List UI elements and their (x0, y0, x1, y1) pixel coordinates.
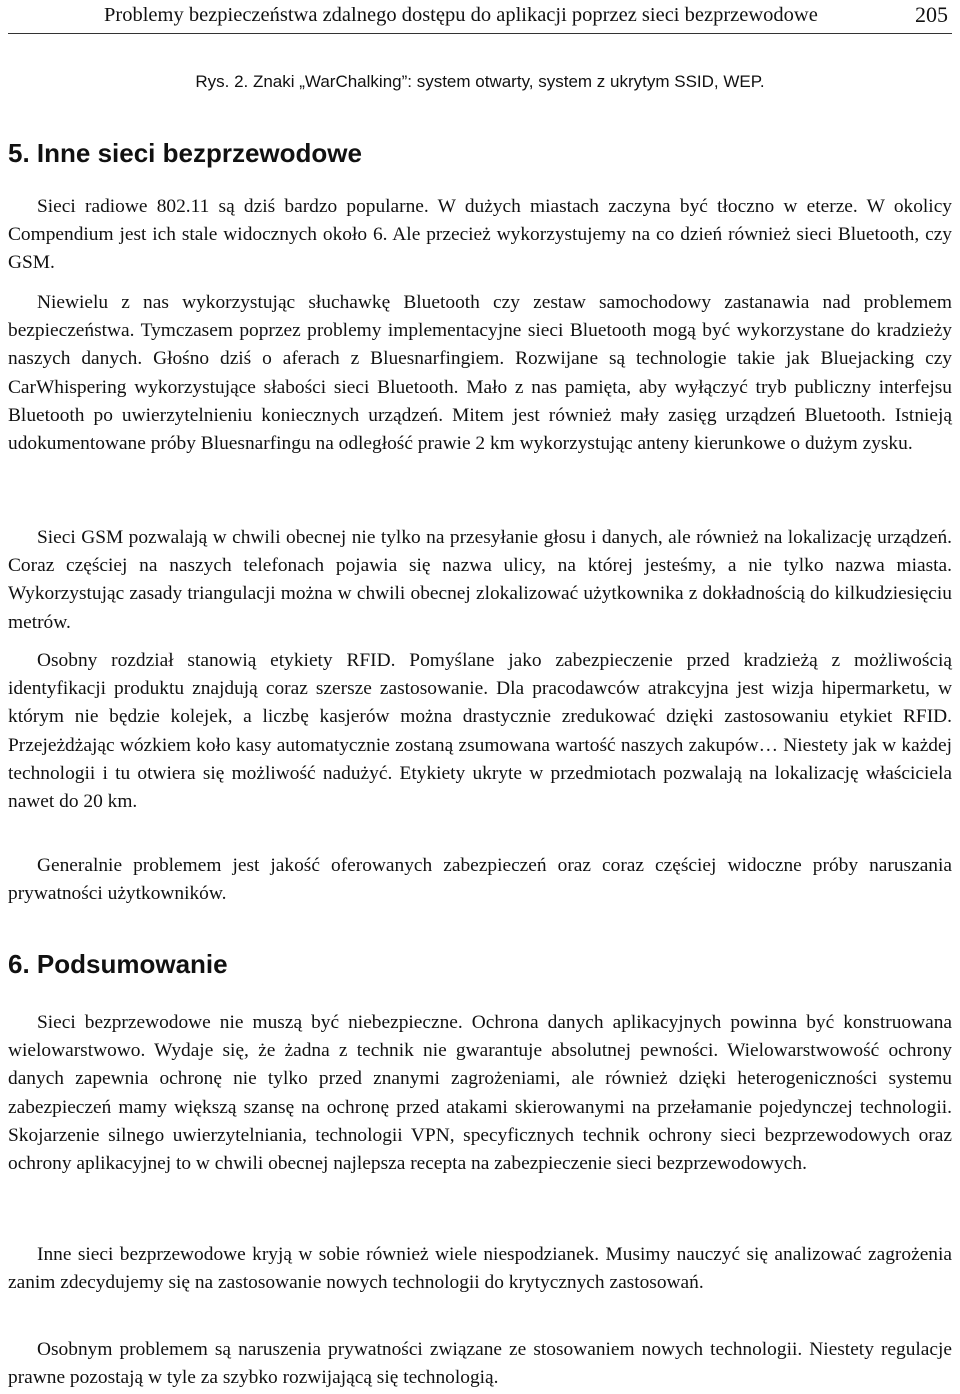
page-number: 205 (915, 2, 948, 27)
running-title: Problemy bezpieczeństwa zdalnego dostępu do aplikacji poprzez sieci bezprzewodowe (104, 4, 818, 26)
figure-caption: Rys. 2. Znaki „WarChalking”: system otwarty, system z ukrytym SSID, WEP. (195, 72, 765, 91)
running-header (8, 2, 952, 28)
paragraph: Osobnym problemem są naruszenia prywatności związane ze stosowaniem nowych technologii. Niestety regulacje prawne pozostają w tyle za szybko rozwijającą się technologią. (8, 1339, 952, 1389)
paragraph: Osobny rozdział stanowią etykiety RFID. Pomyślane jako zabezpieczenie przed kradzieżą z możliwością identyfikacji produktu znajdują coraz szersze zastosowanie. Dla pracodawców atrakcyjna jest wizja hipermarketu, w którym nie będzie kolejek, a liczbę kasjerów można drastycznie zredukować dzięki zastosowaniu etykiet RFID. Przejeżdżając wózkiem koło kasy automatycznie zostaną zsumowana wartość naszych zakupów… Niestety jak w każdej technologii i tu otwiera się możliwość nadużyć. Etykiety ukryte w przedmiotach pozwalają na lokalizację właściciela nawet do 20 km. (8, 650, 952, 813)
section-heading-5: 5. Inne sieci bezprzewodowe (8, 138, 362, 168)
paragraph: Niewielu z nas wykorzystując słuchawkę Bluetooth czy zestaw samochodowy zastanawia nad problemem bezpieczeństwa. Tymczasem poprzez problemy implementacyjne sieci Bluetooth mogą być wykorzystane do kradzieży naszych danych. Głośno dziś o aferach z Bluesnarfingiem. Rozwijane są technologie takie jak Bluejacking czy CarWhispering wykorzystujące słabości sieci Bluetooth. Mało z nas pamięta, aby wyłączyć tryb publiczny interfejsu Bluetooth po uwierzytelnieniu koniecznych urządzeń. Mitem jest również mały zasięg urządzeń Bluetooth. Istnieją udokumentowane próby Bluesnarfingu na odległość prawie 2 km wykorzystując anteny kierunkowe o dużym zysku. (8, 292, 952, 455)
paragraph: Sieci bezprzewodowe nie muszą być niebezpieczne. Ochrona danych aplikacyjnych powinna być konstruowana wielowarstwowo. Wydaje się, że żadna z technik nie gwarantuje absolutnej pewności. Wielowarstwowość ochrony danych zapewnia ochronę nie tylko przed znanymi zagrożeniami, ale również dzięki heterogeniczności systemu zabezpieczeń mamy większą szansę na ochronę przed atakami skierowanymi na przełamanie pojedynczej technologii. Skojarzenie silnego uwierzytelniania, technologii VPN, specyficznych technik ochrony sieci bezprzewodowych oraz ochrony aplikacyjnej to w chwili obecnej najlepsza recepta na zabezpieczenie sieci bezprzewodowych. (8, 1012, 952, 1175)
paragraph: Sieci GSM pozwalają w chwili obecnej nie tylko na przesyłanie głosu i danych, ale również na lokalizację urządzeń. Coraz częściej na naszych telefonach pojawia się nazwa ulicy, na której jesteśmy, a nie tylko nazwa miasta. Wykorzystując zasady triangulacji można w chwili obecnej zlokalizować użytkownika z dokładnością do kilkudziesięciu metrów. (8, 527, 952, 633)
paragraph: Inne sieci bezprzewodowe kryją w sobie również wiele niespodzianek. Musimy nauczyć się analizować zagrożenia zanim zdecydujemy się na zastosowanie nowych technologii do krytycznych zastosowań. (8, 1244, 952, 1294)
paragraph: Sieci radiowe 802.11 są dziś bardzo popularne. W dużych miastach zaczyna być tłoczno w eterze. W okolicy Compendium jest ich stale widocznych około 6. Ale przecież wykorzystujemy na co dzień również sieci Bluetooth, czy GSM. (8, 196, 952, 274)
paragraph: Generalnie problemem jest jakość oferowanych zabezpieczeń oraz coraz częściej widoczne próby naruszania prywatności użytkowników. (8, 855, 952, 905)
section-heading-6: 6. Podsumowanie (8, 949, 228, 979)
header-rule (8, 33, 952, 34)
